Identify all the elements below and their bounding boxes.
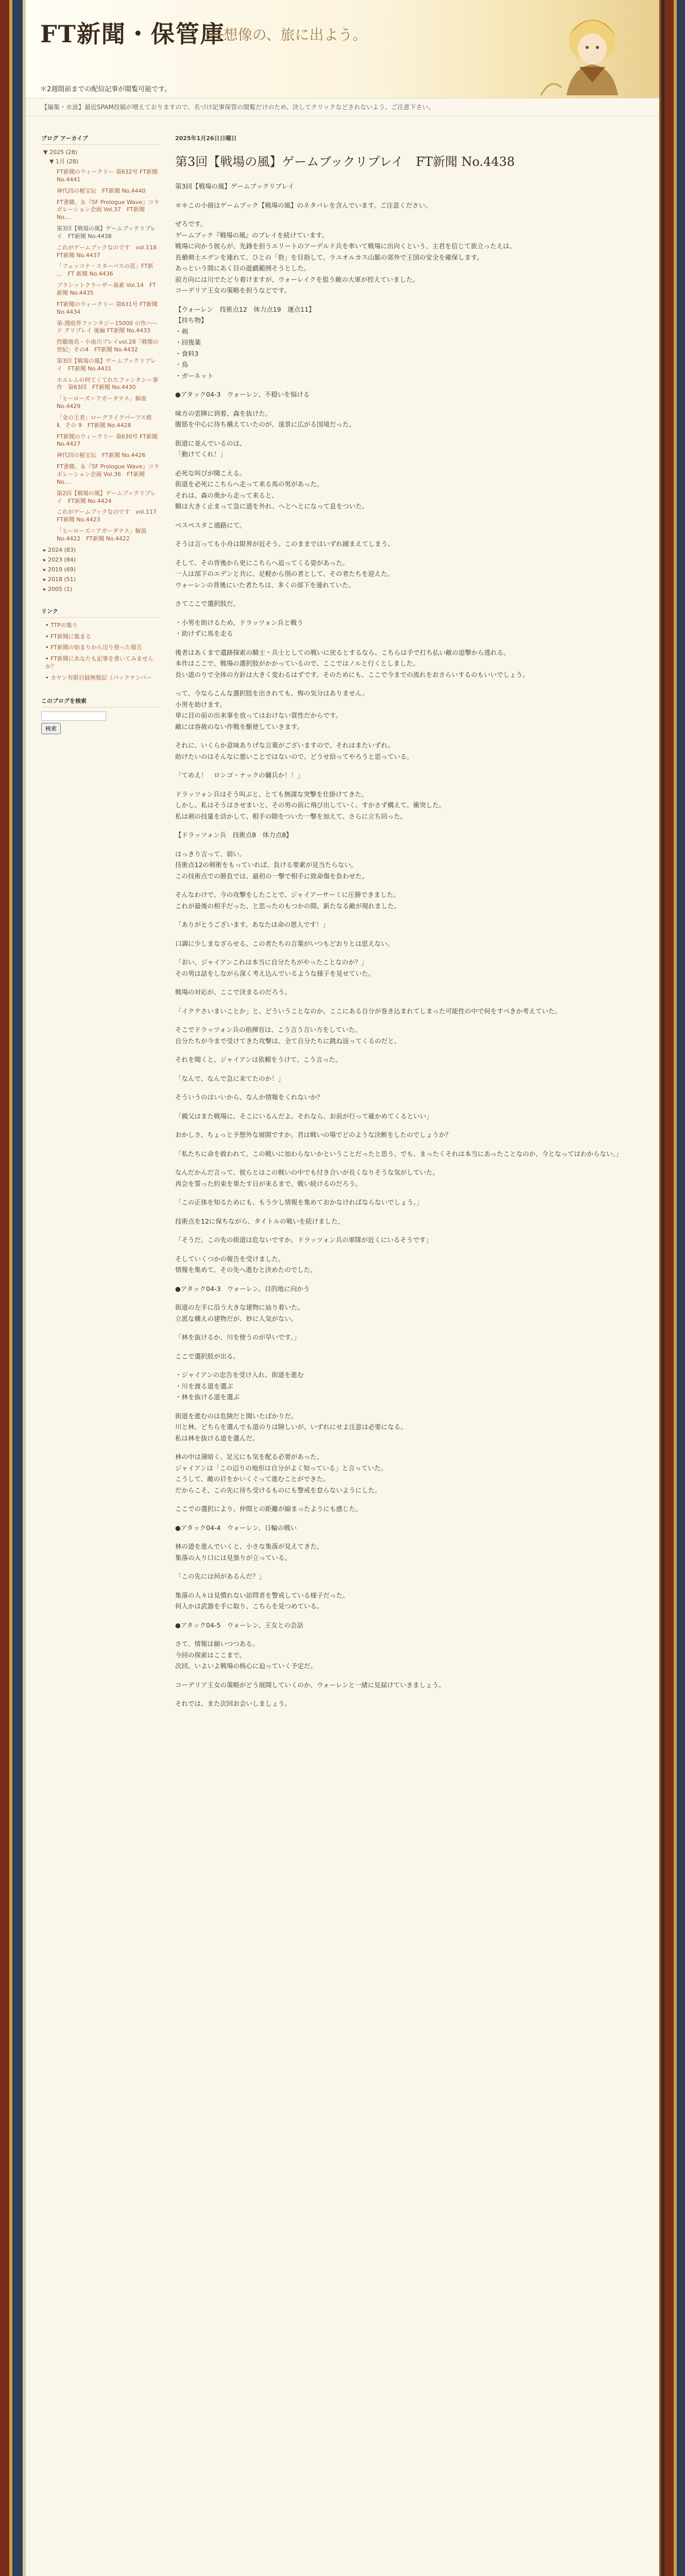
- post-paragraph: 「ありがとうございます。あなたは命の恩人です！」: [175, 921, 330, 928]
- archive-post-link[interactable]: これがゲームブックなのです vol.117 FT新聞 No.4423: [57, 509, 163, 523]
- archive-post-link[interactable]: 第-漫庭界ファンタジー15000 の作ハード グリプレイ 後編 FT新聞 No.4433: [57, 319, 158, 334]
- archive-post-link[interactable]: ブラシットクラーザー基素 Vol.14 FT新聞 No.4435: [57, 282, 156, 296]
- post-paragraph: 街道に並んでいるのは、 「動けてくれ！」: [175, 439, 246, 458]
- post-paragraph: 【ドラッツォン兵 技術点8 体力点8】: [175, 831, 293, 839]
- search-box: [41, 711, 160, 734]
- post-paragraph: そういうのはいいから、なんか情報をくれないか？: [175, 1093, 323, 1101]
- post-paragraph: ●アタック04-4 ウォーレン、日輪の戦い: [175, 1523, 297, 1532]
- archive-post-link[interactable]: ホエレムの何てくてれたファンタシー事作 第63回 FT新聞 No.4430: [57, 376, 158, 391]
- archive-year-2024[interactable]: ▸ 2024 (83): [43, 546, 76, 553]
- post-paragraph: 技術点を12に保ちながら、タイトルの戦いを続けました。: [175, 1217, 345, 1225]
- post-paragraph: コーデリア王女の策略がどう展開していくのか、ウォーレンと一緒に見届けていきましょう。: [175, 1681, 445, 1689]
- post-paragraph: 林の道を進んでいくと、小さな集落が見えてきた。 集落の入り口には見張りが立っている。: [175, 1543, 323, 1562]
- archive-post-link[interactable]: FT書籍、＆『SF Prologue Wave』コラボレーション企画 Vol.36 FT新聞 No....: [57, 463, 160, 485]
- archive-post-link[interactable]: FT書籍、＆『SF Prologue Wave』コラボレーション企画 Vol.37 FT新聞 No....: [57, 198, 160, 221]
- post-paragraph: さて、情報は揃いつつある。 今回の探索はここまで。 次回、いよいよ戦場の核心に迫っていく予定だ。: [175, 1640, 317, 1670]
- post-paragraph: おかしさ、ちょっと予想外な展開ですか。君は戦いの場でどのような決断をしたのでしょうか？: [175, 1131, 452, 1139]
- archive-post-link[interactable]: FT新聞のウィークリー 第631号 FT新聞 No.4434: [57, 300, 158, 315]
- post-paragraph: ＊＊この小冊はゲームブック【戦場の風】のネタバレを含んでいます。ご注意ください。: [175, 201, 432, 209]
- link-item[interactable]: • TTPの集り: [45, 621, 78, 629]
- post-paragraph: ●アタック04-3 ウォーレン、不穏いを悩ける: [175, 391, 310, 398]
- post-paragraph: それを聞くと、ジャイアンは依頼をうけて、こう言った。: [175, 1056, 342, 1063]
- post-paragraph: 必死な叫びが聞こえる。 街道を必死にこちらへ走って来る馬の男があった。 それは、森の奥から走って来ると、 騎は大きく止まって急に道を外れ、へとへとになって息をついた。: [175, 469, 369, 510]
- sidebar: [41, 134, 163, 734]
- post-paragraph: ぜろです。 ゲームブック『戦場の風』のプレイを続けています。 戦場に向かう彼らが、先鋒を担うエリートのアーデルド兵を率いて戦場に出向くという、主君を信じて旅立ったえは、 長槍剣士エデンを連れて、ひとの「砦」を目指して、ラユオルカス山脈の郊外で王国の安全を確保します。 あっという間にあく目の遊戯範囲そうとした。 前方向には川でたどり着けますが、ウォーレイクを狙う敵の大軍が控えていました。 コーデリア王女の策略を担うなどです。: [175, 220, 516, 294]
- archive-post-link[interactable]: 第3回【戦場の風】ゲームブックリプレイ FT新聞 No.4431: [57, 357, 156, 372]
- post-date: 2025年1月26日日曜日: [175, 135, 237, 142]
- site-title[interactable]: FT新聞・保管庫: [40, 20, 225, 48]
- archive-month-january[interactable]: ▼ 1月 (28): [49, 158, 79, 165]
- archive-post-link-current[interactable]: 第3回【戦場の風】ゲームブックリプレイ FT新聞 No.4438: [57, 225, 156, 240]
- post-paragraph: 街道の左手に沿う大きな建物に辿り着いた。 立派な構えの建物だが、妙に人気がない。: [175, 1303, 304, 1323]
- post-paragraph: 「おい、ジャイアンこれは本当に自分たちがやったことなのか？」 その男は話をしながら深く考え込んでいるような様子を見せていた。: [175, 958, 375, 977]
- search-button[interactable]: 検索: [41, 723, 61, 734]
- post-paragraph: 「この先には何があるんだ？」: [175, 1572, 266, 1580]
- post-paragraph: 【ウォーレン 技術点12 体力点19 運点11】 【持ち物】 ・剣 ・回復薬 ・食料3 ・鳥 ・ガーネット: [175, 305, 315, 380]
- post-paragraph: なんだかんだ言って、彼らとはこの戦いの中でも付き合いが長くなりそうな気がしていた。 再会を誓った約束を果たす日が来るまで、戦い続けるのだろう。: [175, 1168, 439, 1188]
- post-paragraph: 後者はあくまで遺跡探索の騎士・兵士としての戦いに戻るとするなら、こちらは手で打ち払い敵の追撃から逃れる。 本作はここで、戦場の選択肢がかかっているので、ここではノルと行くとしました。 長い道のりで全体の方針は大きく変わるはずです。そのためにも、ここで今までの流れをおさらいするのもいいでしょう。: [175, 648, 529, 679]
- post-body: [175, 181, 639, 1709]
- post-paragraph: はっきり言って、弱い。 技術点12の剣術をもっていれば、負ける要素が見当たらない。 この技術点での勝負では、最初の一撃で相手に致命傷を負わせた。: [175, 850, 369, 880]
- post-paragraph: 「イクテさいまいことか」と、どういうことなのか、ここにある自分が巻き込まれてしまった可能性の中で何をすべきか考えていた。: [175, 1007, 561, 1015]
- search-section: [41, 697, 160, 734]
- post-paragraph: 戦場の対応が、ここで決まるのだろう。: [175, 988, 292, 996]
- post-paragraph: ドラッツォン兵はそう叫ぶと、とても無謀な突撃を仕掛けてきた。 しかし、私はそうはさせまいと、その男の前に飛び出していく。すかさず構えて、衝突した。 私は剣の技量を活かして、相手の隙をついた一撃を加えて、さらに立ち回った。: [175, 790, 446, 820]
- archive-post-link[interactable]: 神代四の秘宝伝 FT新聞 No.4440: [57, 187, 146, 194]
- archive-post-link[interactable]: 「ヒーローズ＝アガーダナス」解説 No.4422 FT新聞 No.4422: [57, 528, 147, 542]
- links-section: [41, 607, 160, 682]
- post-paragraph: 味方の雲陣に到着、森を抜けた。 腹筋を中心に待ち構えていたのが、遠景に広がる国境だった。: [175, 409, 356, 428]
- post-paragraph: そこでドラッツォン兵の指揮官は、こう言う言い方をしていた。 自分たちが今まで受けてきた攻撃は、全て自分たちに跳ね返ってくるのだと。: [175, 1026, 401, 1045]
- archive-year-2019[interactable]: ▸ 2019 (69): [43, 566, 76, 573]
- link-item[interactable]: • FT新聞の始まりから辺り使った報告: [45, 644, 142, 651]
- post-title[interactable]: 第3回【戦場の風】ゲームブックリプレイ FT新聞 No.4438: [175, 155, 515, 169]
- search-input[interactable]: [41, 711, 106, 721]
- archive-post-link[interactable]: 「フェッコナ・スターパスの思」FT新 ... FT 新聞 No.4436: [57, 263, 153, 278]
- header-illustration-icon: [530, 5, 644, 95]
- link-item[interactable]: • FT新聞に集まる: [45, 633, 91, 640]
- post-paragraph: それに、いくらか意味ありげな言葉がございますので、それはまたいずれ。 助けたいのはそんなに悪いことではないので、どうせ拾ってやろうと思っている。: [175, 741, 414, 760]
- post-paragraph: ここでの選択により、仲間との距離が縮まったようにも感じた。: [175, 1505, 362, 1513]
- archive-post-link[interactable]: 「金の王者」ローグライクパーフス格Ⅱ．その 9 FT新聞 No.4428: [57, 414, 152, 429]
- post-paragraph: ●アタック04-5 ウォーレン、王女との会話: [175, 1621, 303, 1629]
- search-heading: このブログを検索: [41, 697, 160, 707]
- links-heading: リンク: [41, 607, 160, 618]
- post-paragraph: 「林を抜けるか、川を使うのが早いです。」: [175, 1333, 300, 1341]
- post-paragraph: そんなわけで、今の攻撃をしたことで、ジャイアーサーミに圧勝できました。 これが最後の相手だった、と思ったのもつかの間、新たなる敵が現れました。: [175, 891, 401, 910]
- site-header: [26, 0, 659, 98]
- post-paragraph: そしていくつかの報告を受けました。 情報を集めて、その先へ進むと決めたのでした。: [175, 1255, 317, 1274]
- archive-year-2018[interactable]: ▸ 2018 (51): [43, 575, 76, 583]
- post-paragraph: 集落の人々は見慣れない訪問者を警戒している様子だった。 何人かは武器を手に取り、こちらを見つめている。: [175, 1591, 349, 1610]
- post-paragraph: 口調に少しまなざらせる。この者たちの言葉がいつもどおりとは思えない。: [175, 939, 394, 947]
- post-paragraph: ベスペスタこ通路にて。: [175, 521, 246, 529]
- post-paragraph: ここで選択肢が出る。: [175, 1352, 240, 1360]
- post-paragraph: 「そうだ。この先の街道は危ないですか。ドラッツォン兵の軍隊が近くにいるそうです」: [175, 1236, 433, 1244]
- post-paragraph: それでは、また次回お会いしましょう。: [175, 1700, 292, 1707]
- site-tagline: ──想像の、旅に出よう。: [206, 26, 367, 43]
- archive-post-link[interactable]: 第2回【戦場の風】ゲームブックリプレイ FT新聞 No.4424: [57, 489, 156, 504]
- post-paragraph: そして、その背後から更にこちらへ追ってくる姿があった。 一人は部下のエデンと共に、足軽から別の者として、その者たちを迎えた。 ウォーレンの背後にいた者たちは、多くの部下を連れていた。: [175, 558, 394, 589]
- post-paragraph: 街道を進むのは危険だと聞いたばかりだ。 川と林、どちらを選んでも道のりは険しいが、いずれにせよ注意は必要になる。 私は林を抜ける道を選んだ。: [175, 1412, 407, 1442]
- page-wrapper: [26, 0, 659, 2576]
- post-paragraph: 「なんで、なんで急に来てたのか！」: [175, 1074, 285, 1082]
- archive-post-link[interactable]: 神代四の秘宝伝 FT新聞 No.4426: [57, 452, 146, 459]
- archive-year-2025[interactable]: ▼ 2025 (28): [43, 149, 78, 156]
- spam-notice: 【編集・水波】最近SPAM投稿が増えておりますので、名づけ記事保管の閲覧だけのため、決してクリックなどされないよう、ご注意下さい。: [26, 98, 659, 116]
- post-paragraph: 「私たちに命を救われて、この戦いに加わらないかということだったと思う。でも、まったくそれは本当にあったことなのか、今となってはわからない。」: [175, 1149, 623, 1158]
- post-paragraph: って、今ならこんな選択肢を出されても、悔の気分はありません。 小男を助けます。 単に目の前の出来事を放ってはおけない質性だからです。 敵には容赦のない作戦を駆使していきます。: [175, 689, 369, 731]
- main-content: [175, 134, 639, 1717]
- archive-post-link[interactable]: 控聴地名・小南川プレイvol.28「戦慄の世紀」その4 FT新聞 No.4432: [57, 338, 159, 353]
- post-paragraph: 林の中は薄暗く、足元にも気を配る必要があった。 ジャイアンは「この辺りの地形は自分がよく知っている」と言っていた。 こうして、敵の目をかいくぐって進むことができた。 だからこそ、この先に待ち受けるものにも警戒を怠らないようにした。: [175, 1453, 387, 1494]
- post-paragraph: 「親父はまた戦場に、そこにいるんだよ。それなら、お前が行って確かめてくるといい」: [175, 1112, 433, 1120]
- archive-heading: ブログ アーカイブ: [41, 134, 160, 145]
- post-paragraph: ●アタック04-3 ウォーレン、目的地に向かう: [175, 1284, 310, 1293]
- link-item[interactable]: • FT新聞にあなたも記事を書いてみませんか？: [45, 655, 153, 670]
- archive-post-link[interactable]: FT新聞のウィークリー 第632号 FT新聞 No.4441: [57, 168, 158, 183]
- link-item[interactable]: • カヤン有限目録無報記（パックケンバー: [45, 674, 152, 681]
- archive-year-2005[interactable]: ▸ 2005 (1): [43, 585, 73, 592]
- archive-year-2023[interactable]: ▸ 2023 (84): [43, 556, 76, 563]
- post-paragraph: そうは言っても小舟は限界が近そう。このままではいずれ捕まえてしまう。: [175, 540, 395, 548]
- archive-post-link[interactable]: 「ヒーローズ＝アガーダナス」解説 No.4429: [57, 395, 147, 410]
- site-description: ＊2週間前までの配信記事が閲覧可能です。: [40, 86, 172, 93]
- post-paragraph: 「てめえ！ ロンゴ・ナックの傭兵か！！」: [175, 771, 304, 779]
- archive-post-link[interactable]: FT新聞のウィークリー 第630号 FT新聞 No.4427: [57, 433, 158, 448]
- post-paragraph: さてここで選択肢だ。: [175, 600, 240, 607]
- archive-post-link[interactable]: これがゲームブックなのです vol.118 FT新聞 No.4437: [57, 244, 163, 259]
- post-paragraph: 第3回【戦場の風】ゲームブックリプレイ: [175, 182, 294, 190]
- post-paragraph: ・小男を助けるため、ドラッツォン兵と戦う ・助けずに馬を走る: [175, 618, 303, 637]
- post-paragraph: 「この正体を知るためにも、もう少し情報を集めておかなければならないでしょう。」: [175, 1198, 423, 1206]
- post-paragraph: ・ジャイアンの忠告を受け入れ、街道を進む ・川を渡る道を選ぶ ・林を抜ける道を選ぶ: [175, 1371, 304, 1401]
